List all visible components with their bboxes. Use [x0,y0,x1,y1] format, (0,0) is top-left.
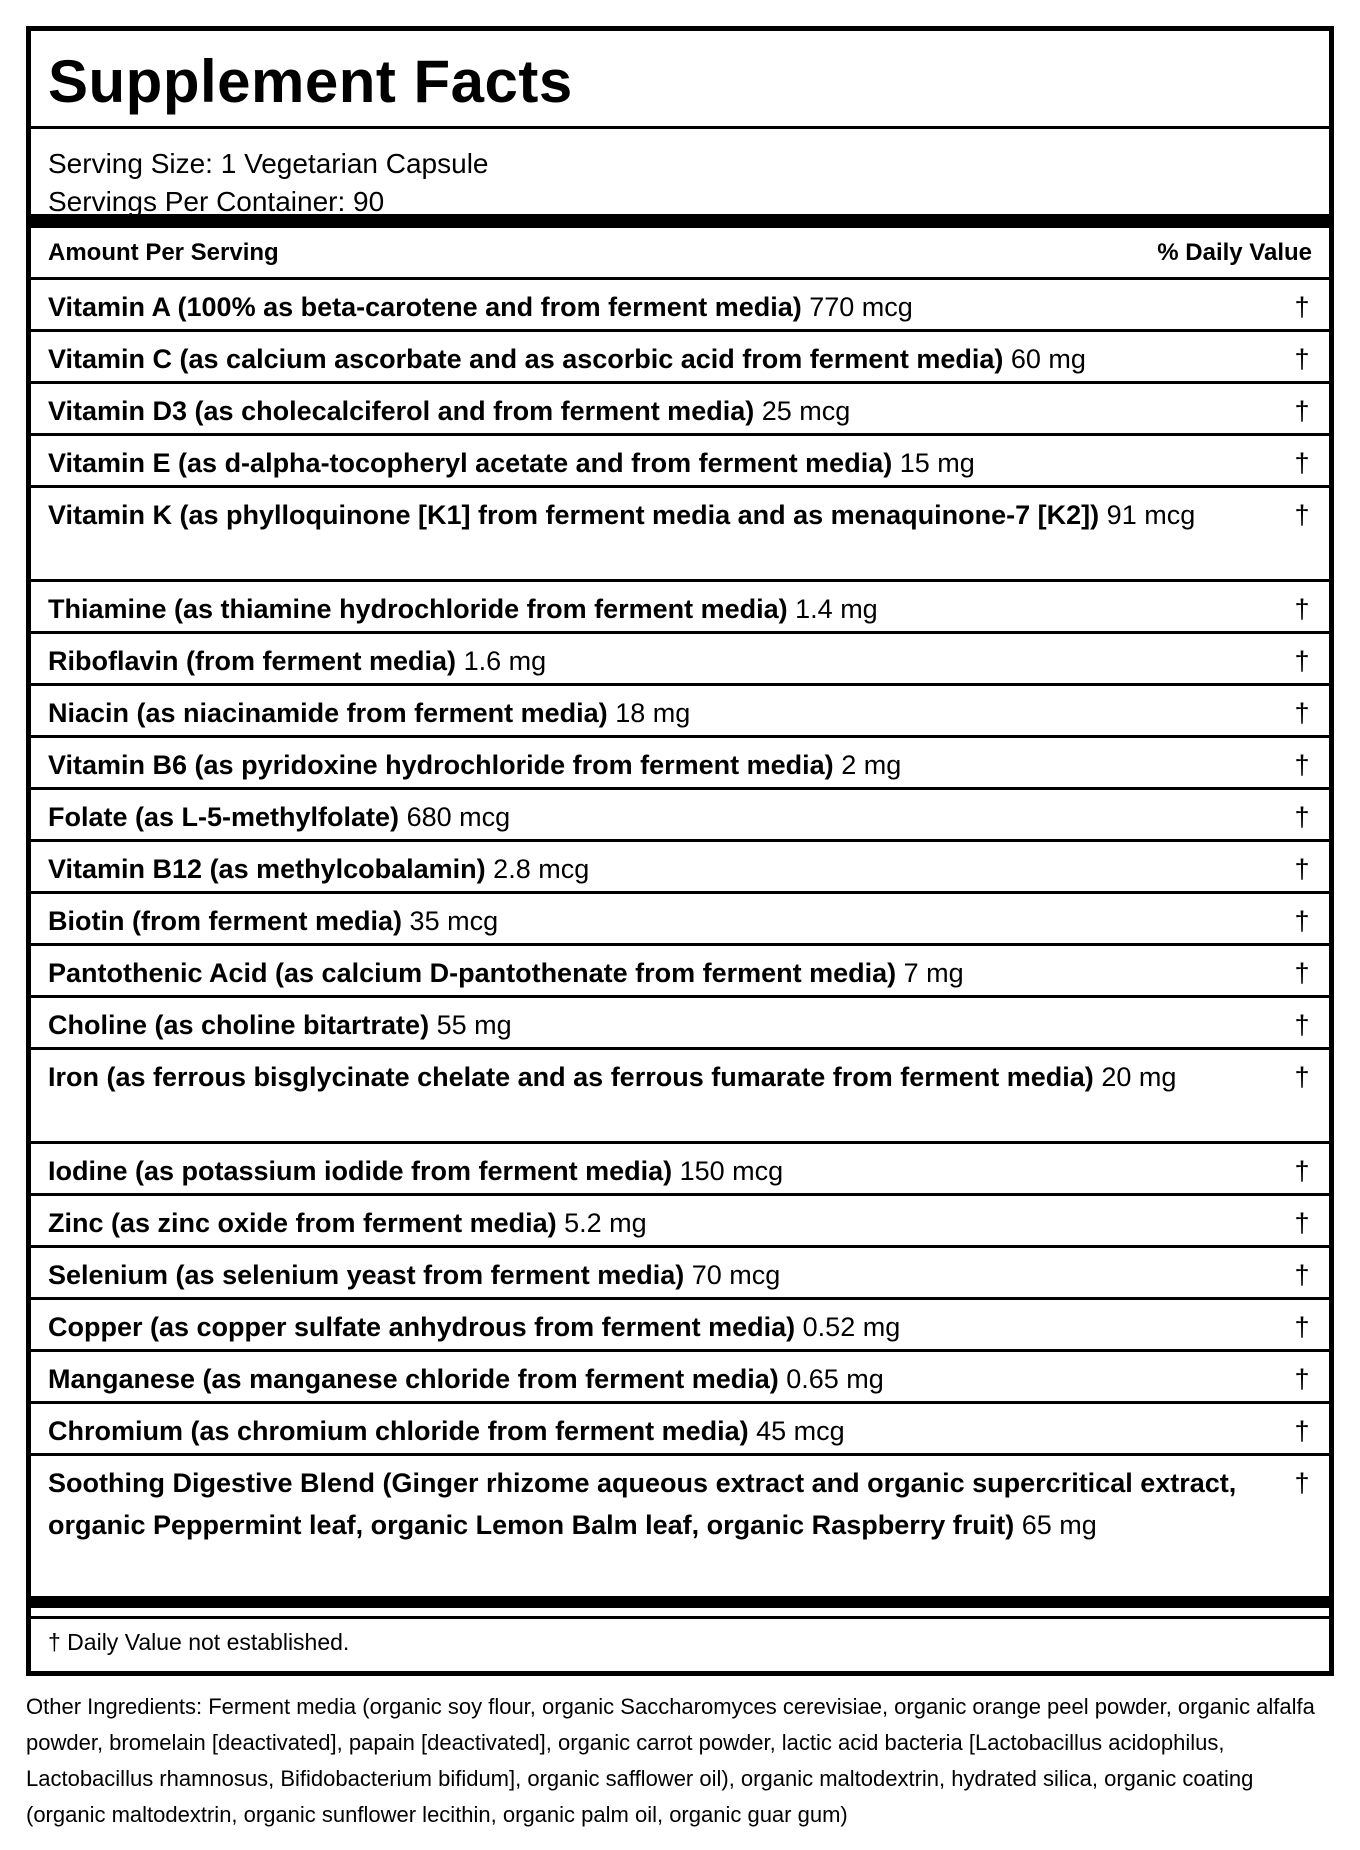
footnote: † Daily Value not established. [31,1616,1329,1666]
nutrient-row [31,686,1329,738]
nutrient-name: Riboflavin (from ferment media) [48,646,457,676]
nutrient-amount: 0.65 mg [786,1364,884,1394]
nutrient-row [31,1404,1329,1456]
nutrient-amount: 70 mcg [691,1260,781,1290]
nutrient-name: Biotin (from ferment media) [48,906,403,936]
nutrient-text [48,1004,1292,1046]
nutrient-daily-value: † [1294,292,1310,322]
nutrient-text [48,442,1292,484]
nutrient-amount: 150 mcg [679,1156,784,1186]
nutrient-text [48,1410,1292,1452]
nutrient-text [48,744,1292,786]
nutrient-amount: 15 mg [899,448,975,478]
nutrient-row [31,1196,1329,1248]
nutrient-row [31,790,1329,842]
supplement-facts-panel [26,26,1334,1676]
nutrient-text [48,494,1292,536]
nutrient-daily-value: † [1294,854,1310,884]
nutrient-text [48,1202,1292,1244]
nutrient-amount: 0.52 mg [802,1312,901,1342]
nutrient-name: Iodine (as potassium iodide from ferment media) [48,1156,673,1186]
nutrient-name: Choline (as choline bitartrate) [48,1010,430,1040]
nutrient-text [48,286,1292,328]
nutrient-text [48,1254,1292,1296]
amount-per-serving-header: Amount Per Serving [48,238,279,266]
nutrient-amount: 65 mg [1021,1510,1097,1540]
nutrient-daily-value: † [1294,1208,1310,1238]
nutrient-row [31,1050,1329,1144]
nutrient-name: Vitamin E (as d-alpha-tocopheryl acetate and from ferment media) [48,448,893,478]
nutrient-text [48,1150,1292,1192]
nutrient-daily-value: † [1294,698,1310,728]
daily-value-header: % Daily Value [1157,238,1312,266]
nutrient-text [48,390,1292,432]
nutrient-daily-value: † [1294,396,1310,426]
nutrient-name: Vitamin B6 (as pyridoxine hydrochloride from ferment media) [48,750,834,780]
nutrient-text [48,900,1292,942]
nutrient-name: Vitamin D3 (as cholecalciferol and from ferment media) [48,396,755,426]
nutrient-row [31,946,1329,998]
nutrient-name: Chromium (as chromium chloride from ferment media) [48,1416,749,1446]
nutrient-text [48,848,1292,890]
nutrient-text [48,692,1292,734]
nutrient-daily-value: † [1294,448,1310,478]
nutrient-daily-value: † [1294,1468,1310,1498]
nutrient-daily-value: † [1294,906,1310,936]
nutrient-daily-value: † [1294,1416,1310,1446]
nutrient-amount: 20 mg [1101,1062,1177,1092]
nutrient-row [31,1248,1329,1300]
nutrient-name: Vitamin A (100% as beta-carotene and from ferment media) [48,292,802,322]
nutrient-amount: 770 mcg [809,292,913,322]
serving-info [31,129,1329,228]
nutrient-amount: 1.4 mg [795,594,878,624]
nutrient-row [31,894,1329,946]
nutrient-daily-value: † [1294,1010,1310,1040]
nutrient-text [48,1056,1292,1098]
nutrient-daily-value: † [1294,802,1310,832]
nutrient-text [48,640,1292,682]
serving-size: Serving Size: 1 Vegetarian Capsule [48,148,489,179]
nutrient-row [31,1300,1329,1352]
nutrient-row [31,998,1329,1050]
nutrient-name: Vitamin C (as calcium ascorbate and as ascorbic acid from ferment media) [48,344,1004,374]
nutrient-row [31,1144,1329,1196]
nutrient-row [31,582,1329,634]
nutrient-daily-value: † [1294,1156,1310,1186]
nutrient-row [31,1352,1329,1404]
nutrient-name: Zinc (as zinc oxide from ferment media) [48,1208,557,1238]
nutrient-daily-value: † [1294,646,1310,676]
nutrient-name: Selenium (as selenium yeast from ferment media) [48,1260,685,1290]
nutrient-daily-value: † [1294,594,1310,624]
nutrient-amount: 5.2 mg [564,1208,647,1238]
nutrient-daily-value: † [1294,1062,1310,1092]
nutrient-row [31,634,1329,686]
nutrient-row [31,332,1329,384]
column-header [31,228,1329,280]
nutrient-amount: 2 mg [841,750,902,780]
nutrient-name: Thiamine (as thiamine hydrochloride from ferment media) [48,594,788,624]
nutrient-amount: 7 mg [903,958,964,988]
nutrient-daily-value: † [1294,1364,1310,1394]
nutrient-amount: 1.6 mg [463,646,547,676]
nutrient-name: Folate (as L-5-methylfolate) [48,802,400,832]
other-ingredients: Other Ingredients: Ferment media (organic soy flour, organic Saccharomyces cerevisiae, organic orange peel powder, organic alfalfa powder, bromelain [deactivated], papain [deactivated], organic carrot powder, lactic acid bacteria [Lactobacillus acidophilus, Lactobacillus rhamnosus, Bifidobacterium bifidum], organic safflower oil), organic maltodextrin, hydrated silica, organic coating (organic maltodextrin, organic sunflower lecithin, organic palm oil, organic guar gum) [26,1694,1315,1827]
nutrient-name: Manganese (as manganese chloride from ferment media) [48,1364,779,1394]
nutrient-text [48,1358,1292,1400]
nutrient-daily-value: † [1294,958,1310,988]
nutrient-amount: 2.8 mcg [493,854,590,884]
nutrient-amount: 680 mcg [406,802,511,832]
nutrient-text [48,952,1292,994]
nutrient-amount: 25 mcg [761,396,851,426]
nutrient-row [31,384,1329,436]
nutrient-daily-value: † [1294,750,1310,780]
nutrient-text [48,338,1292,380]
nutrient-text [48,796,1292,838]
nutrient-amount: 60 mg [1010,344,1086,374]
nutrient-daily-value: † [1294,1260,1310,1290]
nutrient-name: Iron (as ferrous bisglycinate chelate and as ferrous fumarate from ferment media) [48,1062,1094,1092]
nutrient-text [48,1462,1292,1546]
nutrient-row [31,280,1329,332]
nutrient-amount: 45 mcg [756,1416,845,1446]
nutrient-name: Copper (as copper sulfate anhydrous from ferment media) [48,1312,796,1342]
nutrient-text [48,588,1292,630]
nutrient-name: Soothing Digestive Blend (Ginger rhizome aqueous extract and organic supercritical extract, organic Peppermint leaf, organic Lemon Balm leaf, organic Raspberry fruit) [48,1468,1237,1540]
nutrient-list [31,280,1329,1608]
nutrient-daily-value: † [1294,1312,1310,1342]
nutrient-row [31,1456,1329,1608]
nutrient-row [31,738,1329,790]
nutrient-name: Vitamin B12 (as methylcobalamin) [48,854,486,884]
nutrient-daily-value: † [1294,500,1310,530]
nutrient-amount: 91 mcg [1106,500,1196,530]
servings-per-container: Servings Per Container: 90 [48,186,385,217]
nutrient-daily-value: † [1294,344,1310,374]
nutrient-name: Vitamin K (as phylloquinone [K1] from ferment media and as menaquinone-7 [K2]) [48,500,1100,530]
nutrient-row [31,488,1329,582]
panel-title: Supplement Facts [31,31,1329,129]
nutrient-row [31,842,1329,894]
nutrient-amount: 18 mg [615,698,691,728]
nutrient-amount: 55 mg [436,1010,512,1040]
nutrient-text [48,1306,1292,1348]
nutrient-amount: 35 mcg [409,906,499,936]
nutrient-name: Pantothenic Acid (as calcium D-pantothenate from ferment media) [48,958,897,988]
nutrient-row [31,436,1329,488]
nutrient-name: Niacin (as niacinamide from ferment media) [48,698,608,728]
